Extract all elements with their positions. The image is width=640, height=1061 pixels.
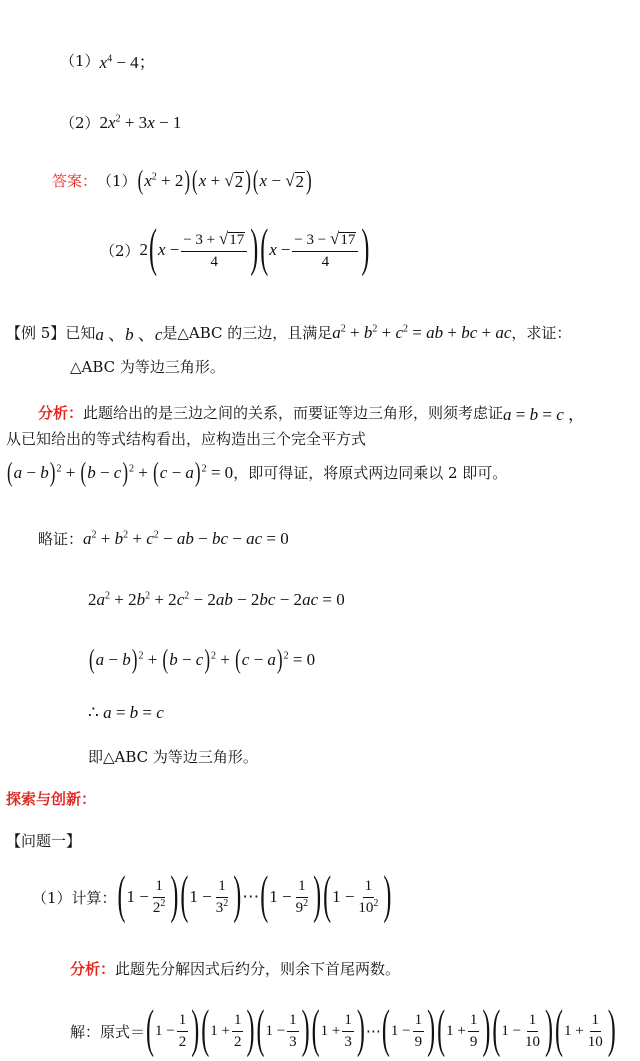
answer-label: 答案：	[52, 172, 98, 190]
expr-condition: $a^2 + b^2 + c^2$ = ab + bc + ac	[332, 322, 512, 342]
expr-squares-sum: $(a - b)^2 + (b - c)^2 + (c - a)^2 = 0$	[7, 456, 234, 487]
expr-answer-2: 2 ( x − − 3 + √ 17 4 ) ( x − − 3 − √ 17 4 )	[139, 220, 370, 278]
example-5-label: 【例 5】	[6, 324, 66, 342]
problem-1-heading	[6, 830, 81, 851]
example-5-text-c: ，求证：	[511, 324, 572, 342]
problem-1-calc-label: （1）计算：	[32, 888, 117, 907]
analysis-line-2	[6, 428, 366, 449]
analysis-text-1: 此题给出的是三边之间的关系，而要证等边三角形，则须考虑证	[83, 404, 504, 422]
proof-conclusion: 即△ABC 为等边三角形。	[88, 748, 258, 766]
proof-line-3	[88, 644, 316, 675]
answer-2	[100, 220, 370, 278]
answer-2-label: （2）	[100, 241, 140, 260]
expr-q1: $x^4 - 4$；	[99, 53, 156, 72]
explore-heading	[6, 788, 96, 809]
explore-title: 探索与创新：	[6, 790, 97, 808]
proof-line-1	[38, 528, 289, 549]
proof-line-4	[88, 703, 164, 723]
problem-1-label: 【问题一】	[6, 832, 82, 850]
expr-proof-3: $(a - b)^2 + (b - c)^2 + (c - a)^2 = 0$	[89, 644, 316, 675]
expr-calc: ( 1 − $\frac{1}{2^2}$ ) ( 1 − $\frac{1}{3^2}$ ) ⋯ ( 1 − $\frac{1}{9^2}$ ) ( 1 − $\frac{1}{10^2}$ )	[117, 867, 392, 925]
expr-solution: ( 1 − $\frac{1}{2}$ ) ( 1 + $\frac{1}{2}$ ) ( 1 − $\frac{1}{3}$ ) ( 1 + $\frac{1}{3}$ ) ⋯ ( 1 − $\frac{1}{9}$ ) ( 1 + $\frac{1}{9}$ ) ( 1 − $\frac{1}{10}$ ) ( 1 + $\frac{1}{10}$ )	[146, 1001, 616, 1059]
example-5-text-a: 已知	[65, 324, 96, 342]
example-5-line-2	[70, 356, 225, 377]
answer-1	[52, 164, 313, 195]
expr-proof-1: $a^2 + b^2 + c^2$ − ab − bc − ac = 0	[83, 528, 289, 548]
expr-a-eq-b-eq-c: a = b = c ，	[503, 405, 586, 424]
expr-proof-4: ∴ a = b = c	[88, 703, 164, 722]
analysis-text-3: ，即可得证，将原式两边同乘以 2 即可。	[233, 464, 508, 482]
question-1	[60, 48, 156, 73]
analysis-line-1	[38, 400, 585, 425]
problem-1-analysis-label: 分析：	[70, 960, 116, 978]
question-2	[60, 112, 181, 133]
proof-label: 略证：	[38, 530, 84, 548]
problem-1-solution-label: 解：原式＝	[70, 1022, 146, 1041]
question-2-label: （2）	[60, 114, 100, 132]
problem-1-calc	[32, 867, 392, 925]
example-5-text-b: 是△ABC 的三边，且满足	[162, 324, 333, 342]
problem-1-analysis	[70, 958, 400, 979]
problem-1-analysis-text: 此题先分解因式后约分，则余下首尾两数。	[115, 960, 401, 978]
analysis-line-3	[6, 456, 508, 487]
expr-abc: a 、b 、c	[95, 325, 163, 344]
answer-1-label: （1）	[97, 172, 137, 190]
expr-proof-2: $2a^2 + 2b^2 + 2c^2 - 2ab - 2bc - 2ac = 0$	[88, 590, 345, 609]
expr-q2: $2x^2 + 3x - 1$	[99, 112, 182, 132]
example-5-conclusion: △ABC 为等边三角形。	[70, 358, 225, 376]
problem-1-solution	[70, 1001, 617, 1059]
proof-line-2	[88, 590, 345, 610]
question-1-label: （1）	[60, 52, 100, 70]
example-5	[6, 320, 571, 345]
proof-line-5	[88, 746, 258, 767]
analysis-text-2: 从已知给出的等式结构看出，应构造出三个完全平方式	[6, 430, 367, 448]
analysis-label: 分析：	[38, 404, 84, 422]
expr-answer-1: $(x^2 + 2) (x$ + √ 2 ) (x − √ 2 )	[137, 164, 312, 195]
